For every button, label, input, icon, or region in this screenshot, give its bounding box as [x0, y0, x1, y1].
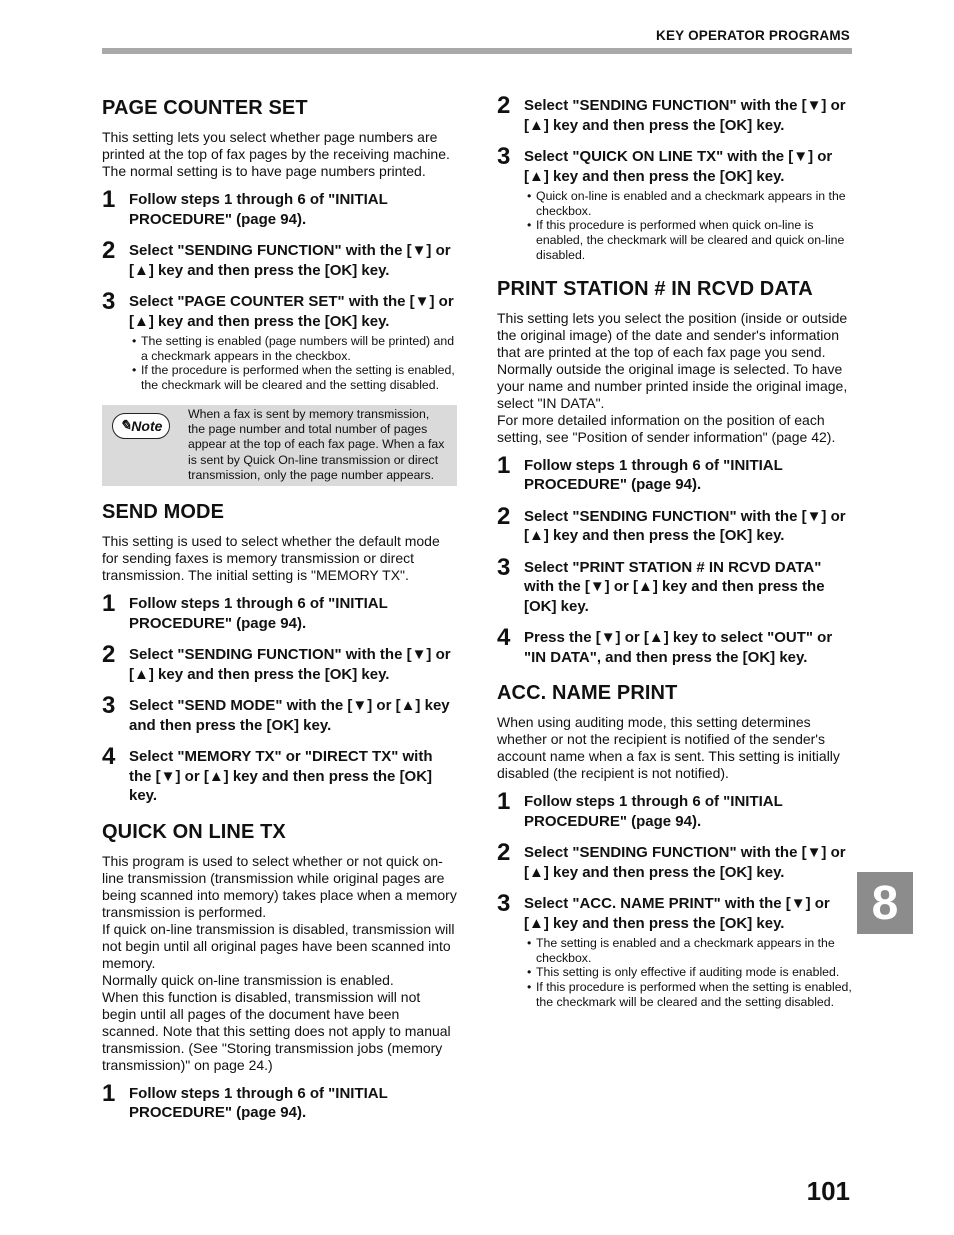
step-number: 2: [102, 237, 116, 264]
section-intro: This setting lets you select whether page numbers are printed at the top of fax pages by the receiving machine. The normal setting is to have page numbers printed.: [102, 129, 450, 179]
step-item: [497, 839, 852, 882]
bullet-list: [524, 936, 852, 1010]
section-quick-on-line-tx: [102, 820, 457, 1123]
step-item: [497, 143, 852, 186]
step-text: Select "PRINT STATION # IN RCVD DATA" with the [▼] or [▲] key and then press the [OK] key.: [524, 558, 825, 615]
step-number: 1: [102, 186, 116, 213]
section-title: ACC. NAME PRINT: [497, 682, 678, 705]
step-item: [102, 641, 457, 684]
step-item: [102, 743, 457, 806]
note-box: [102, 405, 457, 486]
step-number: 3: [497, 553, 511, 581]
step-item: [102, 237, 457, 280]
step-item: [497, 624, 852, 667]
section-title: QUICK ON LINE TX: [102, 820, 286, 843]
step-number: 1: [497, 451, 511, 479]
section-intro: This program is used to select whether or not quick on-line transmission (transmission while original pages are being scanned into memory) takes place when a memory transmission is performed. If quick on-line transmission is disabled, transmission will not begin until all original pages have been scanned into memory. Normally quick on-line transmission is enabled. When this function is disabled, transmission will not begin until all pages of the document have been scanned. Note that this setting does not apply to manual transmission. (See "Storing transmission jobs (memory transmission)" on page 24.): [102, 852, 457, 1073]
step-number: 2: [497, 92, 511, 119]
step-text: Select "PAGE COUNTER SET" with the [▼] or [▲] key and then press the [OK] key.: [129, 293, 454, 330]
step-text: Select "SEND MODE" with the [▼] or [▲] key and then press the [OK] key.: [129, 697, 450, 734]
step-item: [497, 890, 852, 933]
header-rule: [102, 48, 852, 54]
left-column: [102, 96, 457, 1137]
step-item: [497, 92, 852, 135]
step-text: Select "SENDING FUNCTION" with the [▼] or [▲] key and then press the [OK] key.: [524, 97, 846, 134]
bullet-item: • Quick on-line is enabled and a checkmark appears in the checkbox.: [524, 189, 852, 218]
step-item: [497, 451, 852, 495]
bullet-item: • The setting is enabled and a checkmark appears in the checkbox.: [524, 936, 852, 965]
step-item: [102, 692, 457, 735]
step-item: [102, 186, 457, 229]
bullet-item: • The setting is enabled (page numbers will be printed) and a checkmark appears in the checkbox.: [129, 334, 457, 363]
section-intro: This setting lets you select the position (inside or outside the original image) of the date and sender's information that are printed at the top of each fax page you send. Normally outside the original image is selected. To have your name and number printed inside the original image, select "IN DATA". For more detailed information on the position of each setting, see "Position of sender information" (page 42).: [497, 309, 848, 445]
section-intro: When using auditing mode, this setting determines whether or not the recipient is notified of the sender's account name when a fax is sent. This setting is initially disabled (the recipient is not notified).: [497, 714, 840, 782]
step-number: 1: [102, 1079, 116, 1107]
section-acc-name-print: [497, 681, 852, 1010]
step-text: Follow steps 1 through 6 of "INITIAL PROCEDURE" (page 94).: [524, 456, 783, 494]
step-text: Select "ACC. NAME PRINT" with the [▼] or [▲] key and then press the [OK] key.: [524, 895, 830, 932]
step-item: [497, 553, 852, 617]
step-text: Follow steps 1 through 6 of "INITIAL PROCEDURE" (page 94).: [129, 1084, 388, 1122]
step-text: Press the [▼] or [▲] key to select "OUT" or "IN DATA", and then press the [OK] key.: [524, 629, 833, 666]
step-text: Select "SENDING FUNCTION" with the [▼] or [▲] key and then press the [OK] key.: [129, 646, 451, 683]
step-number: 2: [102, 641, 116, 669]
section-print-station: [497, 277, 852, 668]
bullet-item: • If this procedure is performed when the setting is enabled, the checkmark will be cleared and the setting disabled.: [524, 980, 852, 1009]
step-number: 3: [497, 890, 511, 918]
bullet-item: • If the procedure is performed when the setting is enabled, the checkmark will be cleared and the setting disabled.: [129, 363, 457, 392]
step-item: [497, 502, 852, 546]
step-number: 2: [497, 502, 511, 530]
section-title: PAGE COUNTER SET: [102, 97, 308, 119]
section-title: PRINT STATION # IN RCVD DATA: [497, 277, 813, 300]
note-pencil-icon: ✎: [119, 417, 132, 434]
section-page-counter-set: [102, 96, 457, 486]
bullet-list: [524, 189, 852, 263]
page-number: 101: [806, 1176, 850, 1206]
step-text: Follow steps 1 through 6 of "INITIAL PROCEDURE" (page 94).: [129, 595, 388, 632]
note-icon: [112, 413, 170, 439]
step-text: Select "SENDING FUNCTION" with the [▼] or [▲] key and then press the [OK] key.: [524, 507, 846, 545]
step-number: 4: [497, 624, 511, 652]
bullet-item: • If this procedure is performed when quick on-line is enabled, the checkmark will be cleared and quick on-line disabled.: [524, 218, 852, 262]
step-text: Follow steps 1 through 6 of "INITIAL PROCEDURE" (page 94).: [129, 191, 388, 228]
step-text: Select "QUICK ON LINE TX" with the [▼] or [▲] key and then press the [OK] key.: [524, 148, 833, 185]
step-item: [497, 788, 852, 831]
note-text: When a fax is sent by memory transmission, the page number and total number of pages appear at the top of each fax page. When a fax is sent by Quick On-line transmission or direct transmission, only the page number appears.: [188, 406, 445, 482]
step-text: Follow steps 1 through 6 of "INITIAL PROCEDURE" (page 94).: [524, 793, 783, 830]
step-number: 3: [102, 692, 116, 720]
bullet-item: • This setting is only effective if auditing mode is enabled.: [524, 965, 852, 980]
step-item: [102, 288, 457, 331]
page-header-title: KEY OPERATOR PROGRAMS: [656, 28, 850, 43]
step-text: Select "SENDING FUNCTION" with the [▼] or [▲] key and then press the [OK] key.: [129, 242, 451, 279]
right-column: [497, 92, 852, 1024]
step-number: 3: [102, 288, 116, 315]
chapter-tab: 8: [857, 872, 913, 934]
section-send-mode: [102, 500, 457, 806]
step-item: [102, 1079, 457, 1123]
step-text: Select "SENDING FUNCTION" with the [▼] or [▲] key and then press the [OK] key.: [524, 844, 846, 881]
step-number: 4: [102, 743, 116, 771]
section-quick-on-line-tx-continued: [497, 92, 852, 263]
step-number: 2: [497, 839, 511, 867]
step-text: Select "MEMORY TX" or "DIRECT TX" with the [▼] or [▲] key and then press the [OK] key.: [129, 748, 433, 805]
step-number: 1: [102, 590, 116, 618]
step-number: 3: [497, 143, 511, 170]
note-label: Note: [131, 417, 163, 434]
bullet-list: [129, 334, 457, 393]
section-intro: This setting is used to select whether the default mode for sending faxes is memory transmission or direct transmission. The initial setting is "MEMORY TX".: [102, 533, 440, 584]
step-item: [102, 590, 457, 633]
section-title: SEND MODE: [102, 501, 225, 524]
step-number: 1: [497, 788, 511, 816]
